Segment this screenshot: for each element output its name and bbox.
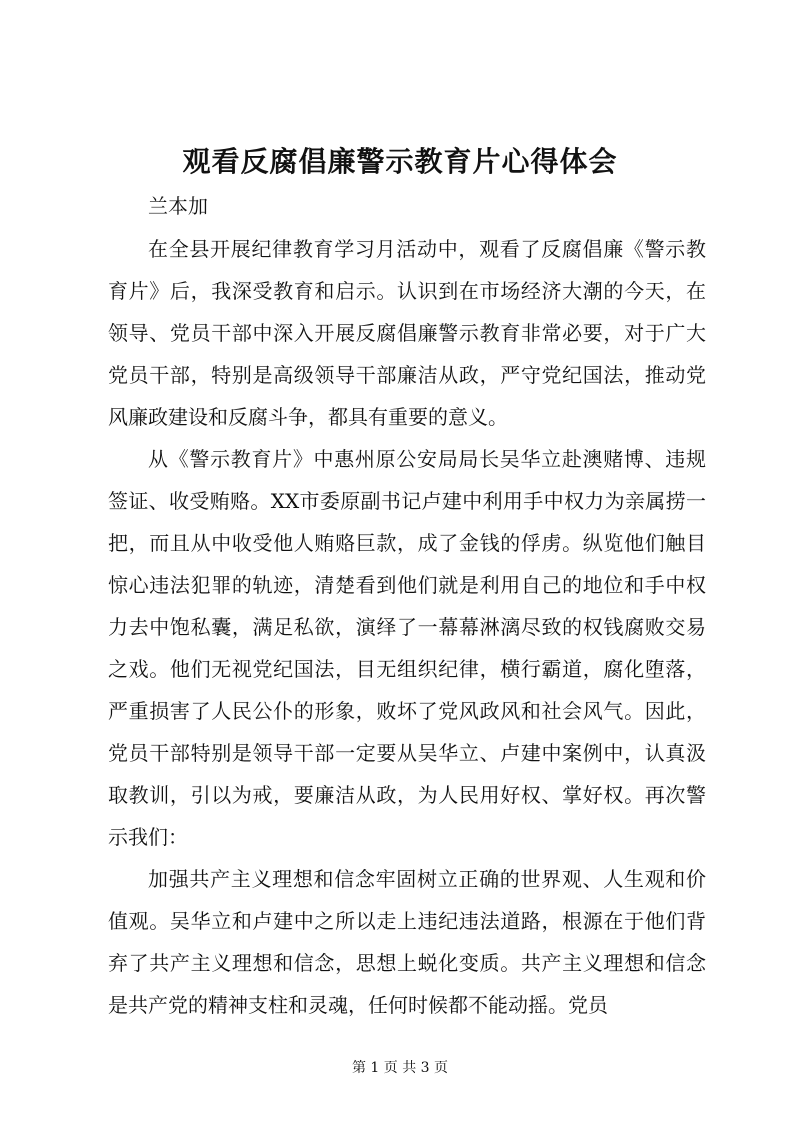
- paragraph: 加强共产主义理想和信念牢固树立正确的世界观、人生观和价值观。吴华立和卢建中之所以走上违纪违法道路，根源在于他们背弃了共产主义理想和信念，思想上蜕化变质。共产主义理想和信念是共产党的精神支柱和灵魂，任何时候都不能动摇。党员: [108, 867, 706, 1017]
- document-title: 观看反腐倡廉警示教育片心得体会: [182, 145, 618, 178]
- document-body: [108, 228, 706, 1026]
- page-footer: 第 1 页 共 3 页: [351, 1060, 449, 1076]
- paragraph: 在全县开展纪律教育学习月活动中，观看了反腐倡廉《警示教育片》后，我深受教育和启示。认识到在市场经济大潮的今天，在领导、党员干部中深入开展反腐倡廉警示教育非常必要，对于广大党员干部，特别是高级领导干部廉洁从政，严守党纪国法，推动党风廉政建设和反腐斗争，都具有重要的意义。: [108, 237, 706, 429]
- author-name: 兰本加: [148, 194, 208, 218]
- paragraph: 从《警示教育片》中惠州原公安局局长吴华立赴澳赌博、违规签证、收受贿赂。XX市委原副书记卢建中利用手中权力为亲属捞一把，而且从中收受他人贿赂巨款，成了金钱的俘虏。纵览他们触目惊心违法犯罪的轨迹，清楚看到他们就是利用自己的地位和手中权力去中饱私囊，满足私欲，演绎了一幕幕淋漓尽致的权钱腐败交易之戏。他们无视党纪国法，目无组织纪律，横行霸道，腐化堕落，严重损害了人民公仆的形象，败坏了党风政风和社会风气。因此，党员干部特别是领导干部一定要从吴华立、卢建中案例中，认真汲取教训，引以为戒，要廉洁从政，为人民用好权、掌好权。再次警示我们：: [108, 447, 706, 849]
